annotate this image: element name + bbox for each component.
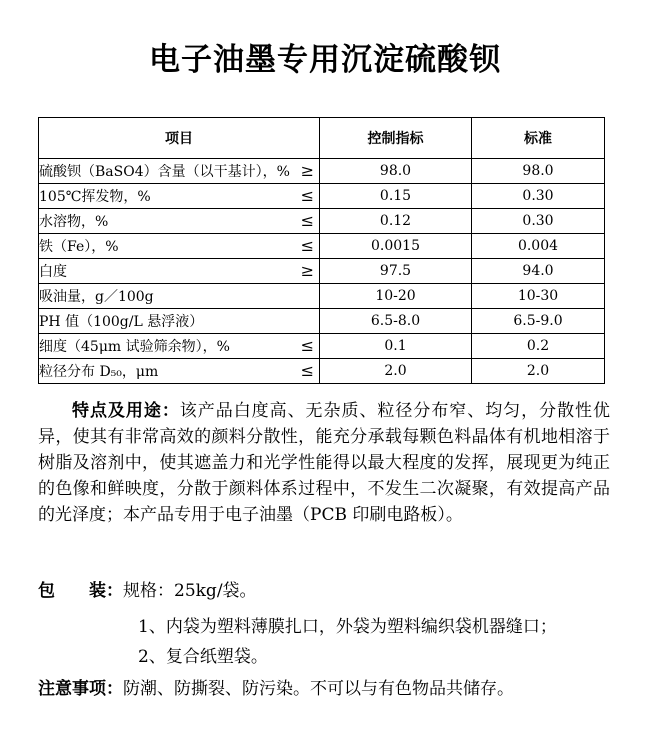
comparison-operator: ≤	[300, 336, 314, 355]
table-row	[39, 334, 605, 359]
table-row	[39, 259, 605, 284]
cell-control: 0.12	[320, 209, 472, 234]
notes-label: 注意事项：	[38, 679, 123, 699]
cell-control: 0.0015	[320, 234, 472, 259]
table-row	[39, 309, 605, 334]
notes-line	[38, 676, 610, 702]
table-row	[39, 184, 605, 209]
comparison-operator: ≥	[300, 161, 314, 180]
packaging-item: 1、内袋为塑料薄膜扎口，外袋为塑料编织袋机器缝口；	[138, 617, 557, 637]
header-control: 控制指标	[320, 118, 472, 159]
item-label: 细度（45μm 试验筛余物），%	[39, 339, 230, 355]
cell-control: 98.0	[320, 159, 472, 184]
cell-standard: 6.5-9.0	[472, 309, 605, 334]
packaging-line	[38, 578, 610, 604]
cell-item	[39, 334, 320, 359]
cell-item	[39, 284, 320, 309]
table-row	[39, 159, 605, 184]
cell-control: 10-20	[320, 284, 472, 309]
spec-table-body	[39, 159, 605, 384]
table-row	[39, 284, 605, 309]
header-standard: 标准	[472, 118, 605, 159]
comparison-operator: ≤	[300, 236, 314, 255]
cell-standard: 0.004	[472, 234, 605, 259]
packaging-spec: 规格：25kg/袋。	[123, 581, 257, 601]
item-label: 粒径分布 D₅₀，μm	[39, 364, 159, 380]
comparison-operator: ≤	[300, 211, 314, 230]
page-title: 电子油墨专用沉淀硫酸钡	[149, 42, 501, 78]
cell-control: 6.5-8.0	[320, 309, 472, 334]
cell-item	[39, 359, 320, 384]
cell-standard: 94.0	[472, 259, 605, 284]
comparison-operator: ≥	[300, 261, 314, 280]
cell-control: 0.15	[320, 184, 472, 209]
item-label: 105℃挥发物，%	[39, 189, 151, 205]
item-label: PH 值（100g/L 悬浮液）	[39, 314, 204, 330]
notes-text: 防潮、防撕裂、防污染。不可以与有色物品共储存。	[123, 679, 514, 699]
item-label: 吸油量，g／100g	[39, 289, 154, 305]
item-label: 硫酸钡（BaSO4）含量（以干基计），%	[39, 164, 290, 180]
table-row	[39, 209, 605, 234]
features-label: 特点及用途：	[72, 401, 180, 421]
comparison-operator: ≤	[300, 361, 314, 380]
cell-item	[39, 309, 320, 334]
comparison-operator: ≤	[300, 186, 314, 205]
cell-standard: 2.0	[472, 359, 605, 384]
cell-standard: 0.30	[472, 184, 605, 209]
item-label: 白度	[39, 264, 67, 280]
spec-table	[38, 117, 605, 384]
cell-item	[39, 234, 320, 259]
table-header-row	[39, 118, 605, 159]
table-row	[39, 359, 605, 384]
cell-standard: 0.30	[472, 209, 605, 234]
cell-control: 0.1	[320, 334, 472, 359]
cell-item	[39, 184, 320, 209]
item-label: 铁（Fe），%	[39, 239, 119, 255]
table-row	[39, 234, 605, 259]
cell-item	[39, 209, 320, 234]
packaging-label: 包 装：	[38, 581, 123, 601]
features-paragraph	[38, 398, 610, 528]
cell-item	[39, 259, 320, 284]
packaging-item: 2、复合纸塑袋。	[138, 647, 268, 667]
item-label: 水溶物，%	[39, 214, 109, 230]
cell-standard: 0.2	[472, 334, 605, 359]
header-item: 项目	[39, 118, 320, 159]
features-text: 该产品白度高、无杂质、粒径分布窄、均匀，分散性优异，使其有非常高效的颜料分散性，能充分承载每颗色料晶体有机地相溶于树脂及溶剂中，使其遮盖力和光学性能得以最大程度的发挥，展现更为纯正的色像和鲜映度，分散于颜料体系过程中，不发生二次凝聚，有效提高产品的光泽度；本产品专用于电子油墨（PCB 印刷电路板）。	[38, 401, 611, 525]
cell-item	[39, 159, 320, 184]
cell-control: 97.5	[320, 259, 472, 284]
cell-control: 2.0	[320, 359, 472, 384]
cell-standard: 98.0	[472, 159, 605, 184]
cell-standard: 10-30	[472, 284, 605, 309]
